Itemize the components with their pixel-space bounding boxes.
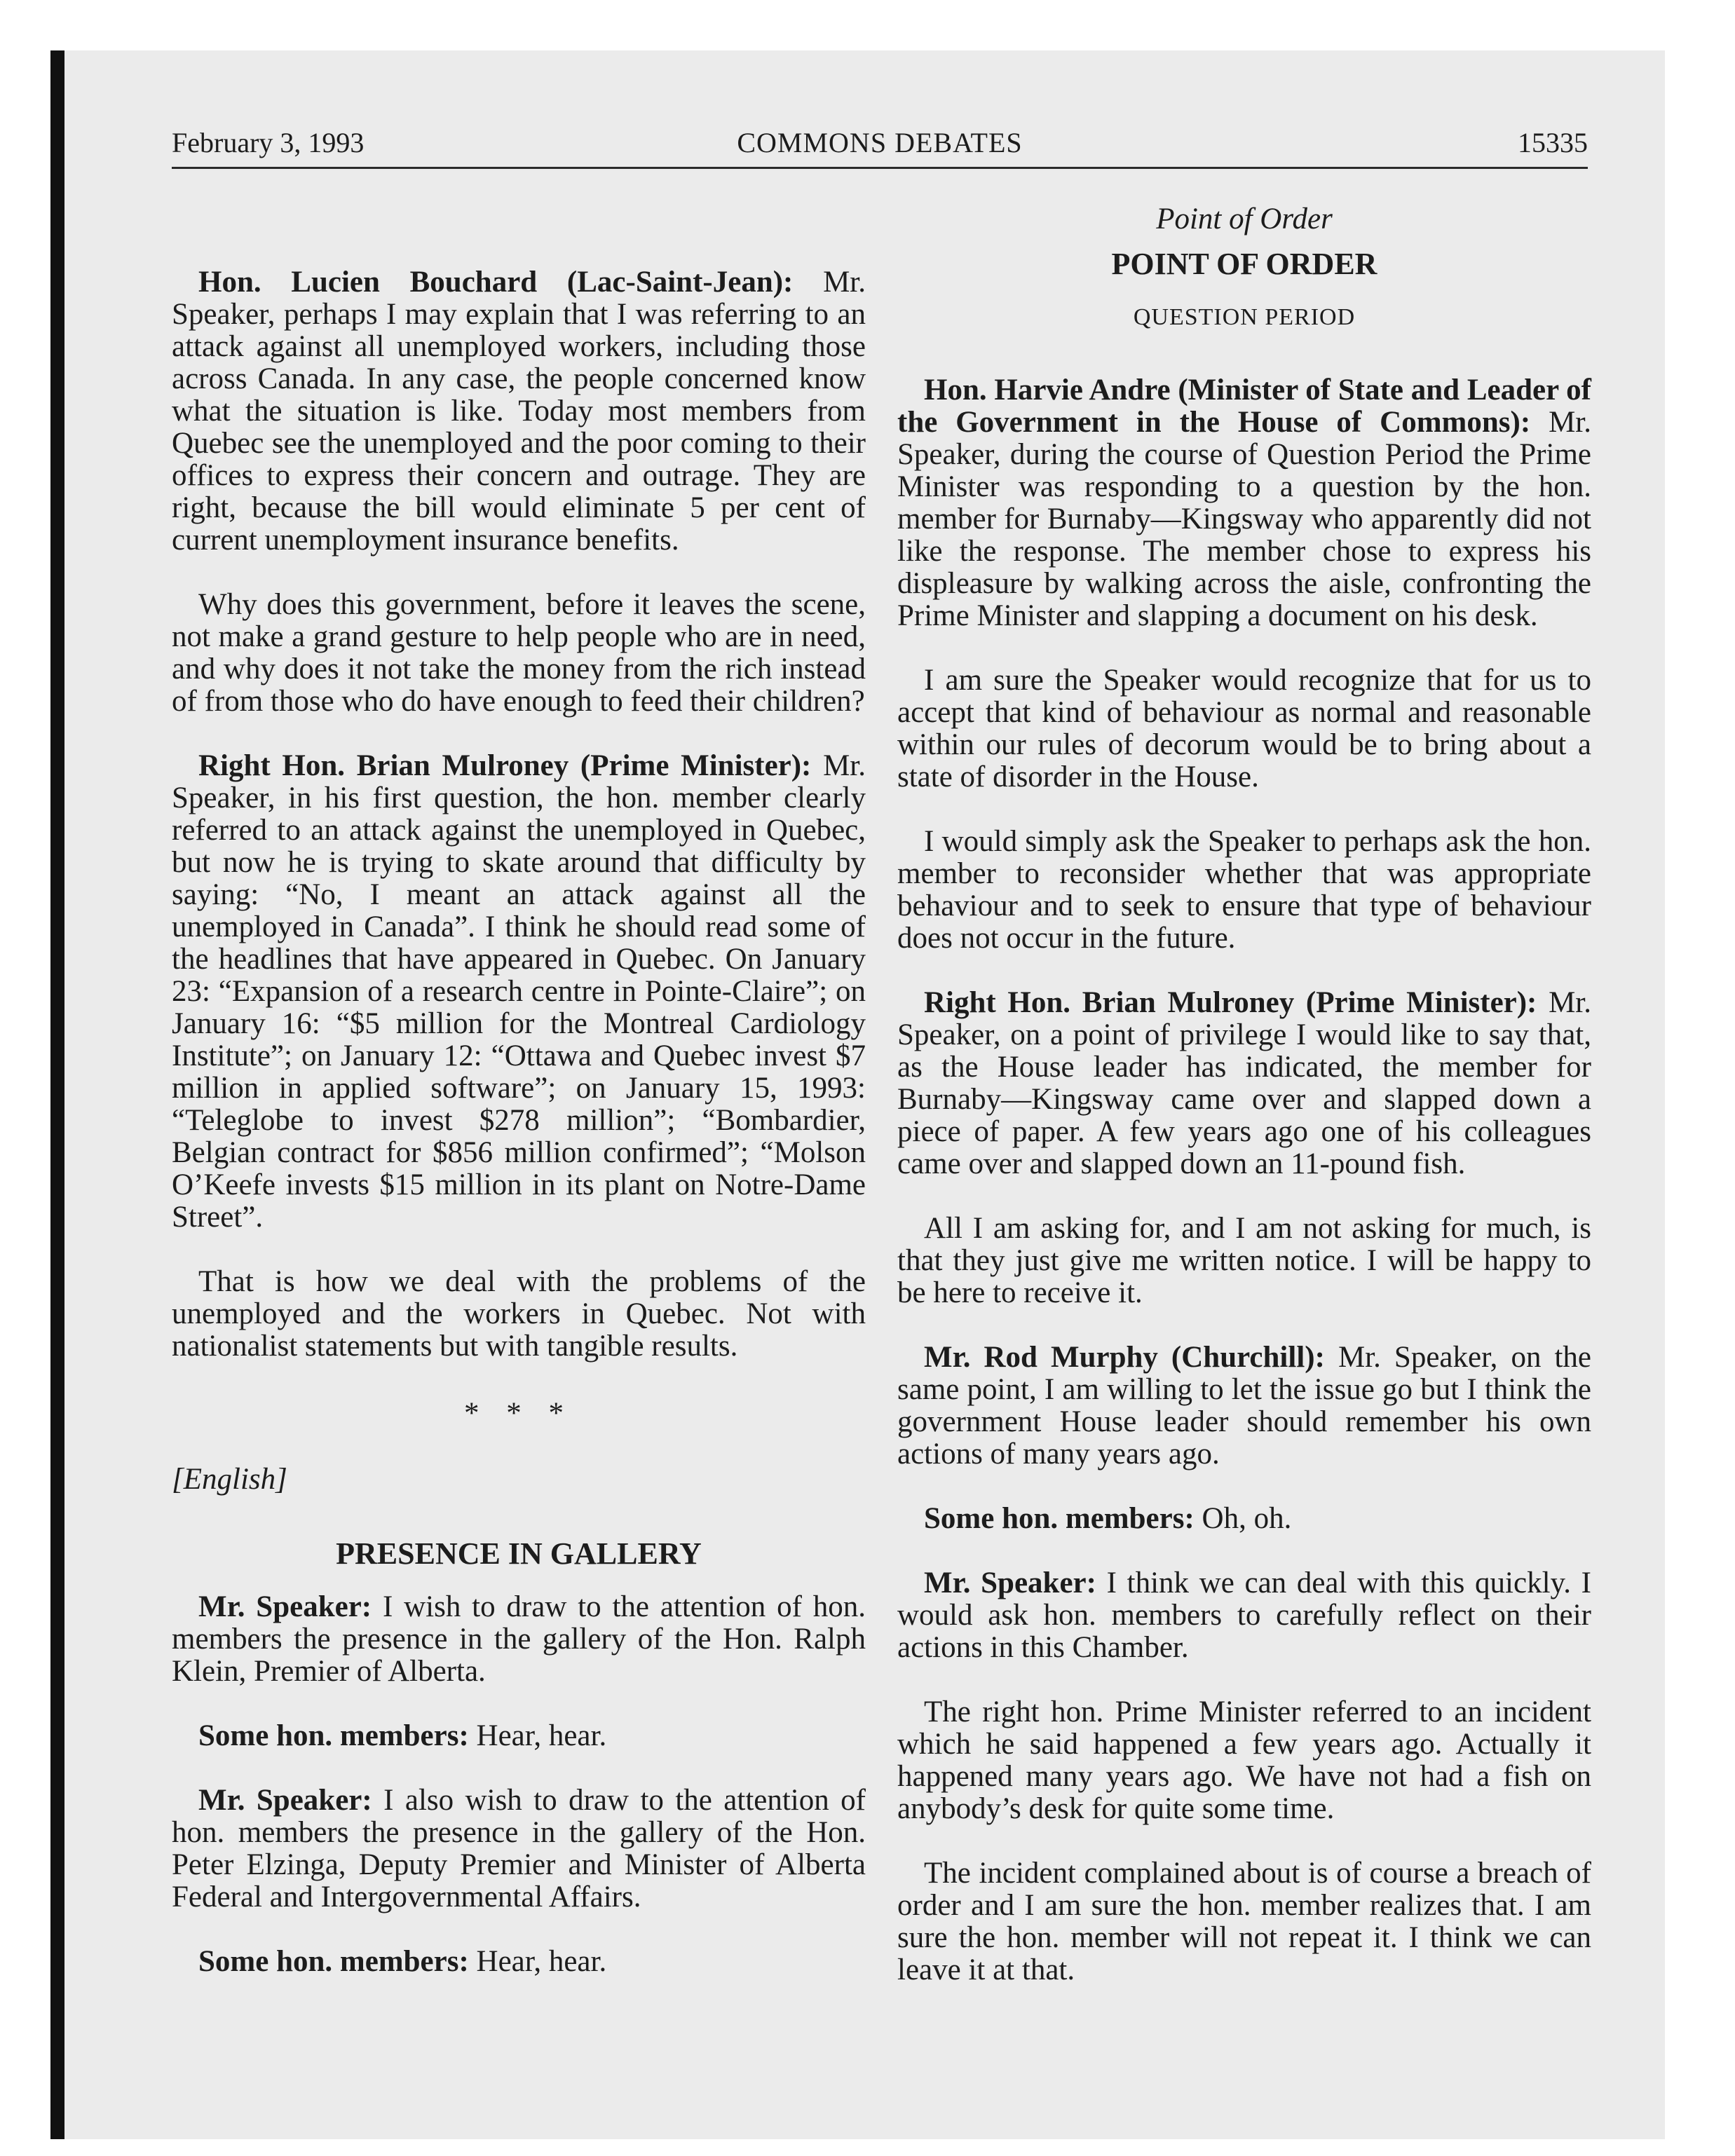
paragraph	[897, 1342, 1591, 1471]
right-column	[897, 203, 1591, 2019]
language-note	[172, 1464, 866, 1496]
speaker-name: Mr. Speaker:	[198, 1784, 372, 1817]
section-separator: * * *	[464, 1397, 573, 1430]
speaker-name: Hon. Harvie Andre (Minister of State and Leader of the Government in the House of Commons):	[897, 374, 1591, 439]
paragraph-text: The incident complained about is of course a breach of order and I am sure the hon. member realizes that. I am sure the hon. member will not repeat it. I think we can leave it at that.	[897, 1857, 1591, 1986]
paragraph	[172, 266, 866, 557]
section-subheading: QUESTION PERIOD	[1133, 304, 1356, 330]
paragraph	[172, 1720, 866, 1752]
paragraph	[897, 1213, 1591, 1309]
paragraph	[172, 750, 866, 1234]
paragraph-text: Mr. Speaker, in his first question, the hon. member clearly referred to an attack against the unemployed in Quebec, but now he is trying to skate around that difficulty by saying: “No, I meant an attack against all the unemployed in Canada”. I think he should read some of the headlines that have appeared in Quebec. On January 23: “Expansion of a research centre in Pointe-Claire”; on January 16: “$5 million for the Montreal Cardiology Institute”; on January 12: “Ottawa and Quebec invest $7 million in applied software”; on January 15, 1993: “Teleglobe to invest $278 million”; “Bombardier, Belgian contract for $856 million confirmed”; “Molson O’Keefe invests $15 million in its plant on Notre-Dame Street”.	[172, 749, 866, 1234]
paragraph-text: Why does this government, before it leaves the scene, not make a grand gesture to help people who are in need, and why does it not take the money from the rich instead of from those who do have enough to feed their children?	[172, 588, 866, 718]
speaker-name: Right Hon. Brian Mulroney (Prime Minister):	[198, 749, 812, 782]
speaker-name: Mr. Rod Murphy (Churchill):	[924, 1341, 1325, 1374]
section-heading: POINT OF ORDER	[1111, 247, 1377, 281]
speaker-name: Mr. Speaker:	[198, 1590, 372, 1623]
paragraph-text: That is how we deal with the problems of the unemployed and the workers in Quebec. Not with nationalist statements but with tangible results.	[172, 1265, 866, 1363]
paragraph	[897, 1503, 1591, 1535]
paragraph-text: Mr. Speaker, on the same point, I am willing to let the issue go but I think the government House leader should remember his own actions of many years ago.	[897, 1341, 1592, 1471]
speaker-name: Some hon. members:	[198, 1719, 469, 1752]
paragraph	[172, 1785, 866, 1913]
paragraph-text: Hear, hear.	[476, 1719, 607, 1752]
paragraph	[897, 987, 1591, 1180]
speaker-name: Some hon. members:	[198, 1945, 469, 1978]
paragraph	[897, 1567, 1591, 1664]
header-rule	[172, 167, 1588, 169]
speaker-name: Hon. Lucien Bouchard (Lac-Saint-Jean):	[198, 266, 794, 299]
paragraph-text: Mr. Speaker, during the course of Question Period the Prime Minister was responding to a question by the hon. member for Burnaby—Kingsway who apparently did not like the response. The member chose to express his displeasure by walking across the aisle, confronting the Prime Minister and slapping a document on his desk.	[897, 406, 1592, 632]
paragraph-text: All I am asking for, and I am not asking for much, is that they just give me written notice. I will be happy to be here to receive it.	[897, 1212, 1591, 1309]
paragraph-text: I am sure the Speaker would recognize that for us to accept that kind of behaviour as normal and reasonable within our rules of decorum would be to bring about a state of disorder in the House.	[897, 664, 1591, 793]
header-date: February 3, 1993	[172, 127, 365, 158]
paragraph-text: Mr. Speaker, perhaps I may explain that I was referring to an attack against all unemployed workers, including those across Canada. In any case, the people concerned know what the situation is like. Today most members from Quebec see the unemployed and the poor coming to their offices to express their concern and outrage. They are right, because the bill would eliminate 5 per cent of current unemployment insurance benefits.	[172, 266, 866, 557]
paragraph-text: The right hon. Prime Minister referred to an incident which he said happened a few years ago. Actually it happened many years ago. We have not had a fish on anybody’s desk for quite some time.	[897, 1696, 1591, 1825]
paragraph	[172, 589, 866, 718]
speaker-name: Mr. Speaker:	[924, 1567, 1096, 1599]
paragraph	[172, 1591, 866, 1688]
header-page-number: 15335	[1518, 127, 1588, 158]
paragraph	[897, 374, 1591, 632]
paragraph	[172, 1946, 866, 1978]
language-note-text: [English]	[172, 1463, 287, 1496]
paragraph	[172, 1266, 866, 1363]
paragraph-text: I would simply ask the Speaker to perhaps ask the hon. member to reconsider whether that was appropriate behaviour and to seek to ensure that type of behaviour does not occur in the future.	[897, 825, 1591, 955]
paragraph-text: I wish to draw to the attention of hon. members the presence in the gallery of the Hon. Ralph Klein, Premier of Alberta.	[172, 1590, 866, 1688]
scan-edge-shadow	[50, 50, 64, 2139]
paragraph	[897, 1696, 1591, 1825]
paragraph	[897, 664, 1591, 793]
paragraph	[897, 1857, 1591, 1986]
paragraph-text: Oh, oh.	[1202, 1502, 1292, 1535]
paragraph-text: I think we can deal with this quickly. I would ask hon. members to carefully reflect on their actions in this Chamber.	[897, 1567, 1591, 1664]
left-column	[172, 203, 866, 2010]
speaker-name: Some hon. members:	[924, 1502, 1195, 1535]
paragraph-text: Hear, hear.	[476, 1945, 607, 1978]
speaker-name: Right Hon. Brian Mulroney (Prime Minister):	[924, 986, 1537, 1019]
paragraph-text: Mr. Speaker, on a point of privilege I would like to say that, as the House leader has indicated, the member for Burnaby—Kingsway came over and slapped down a piece of paper. A few years ago one of his colleagues came over and slapped down an 11-pound fish.	[897, 986, 1592, 1180]
gallery-heading: PRESENCE IN GALLERY	[336, 1536, 702, 1571]
header-publication: COMMONS DEBATES	[737, 127, 1023, 158]
section-italic-title: Point of Order	[1156, 203, 1333, 236]
paragraph-text: I also wish to draw to the attention of hon. members the presence in the gallery of the Hon. Peter Elzinga, Deputy Premier and Minister of Alberta Federal and Intergovernmental Affairs.	[172, 1784, 866, 1913]
page-header	[172, 126, 1588, 165]
paragraph	[897, 826, 1591, 955]
